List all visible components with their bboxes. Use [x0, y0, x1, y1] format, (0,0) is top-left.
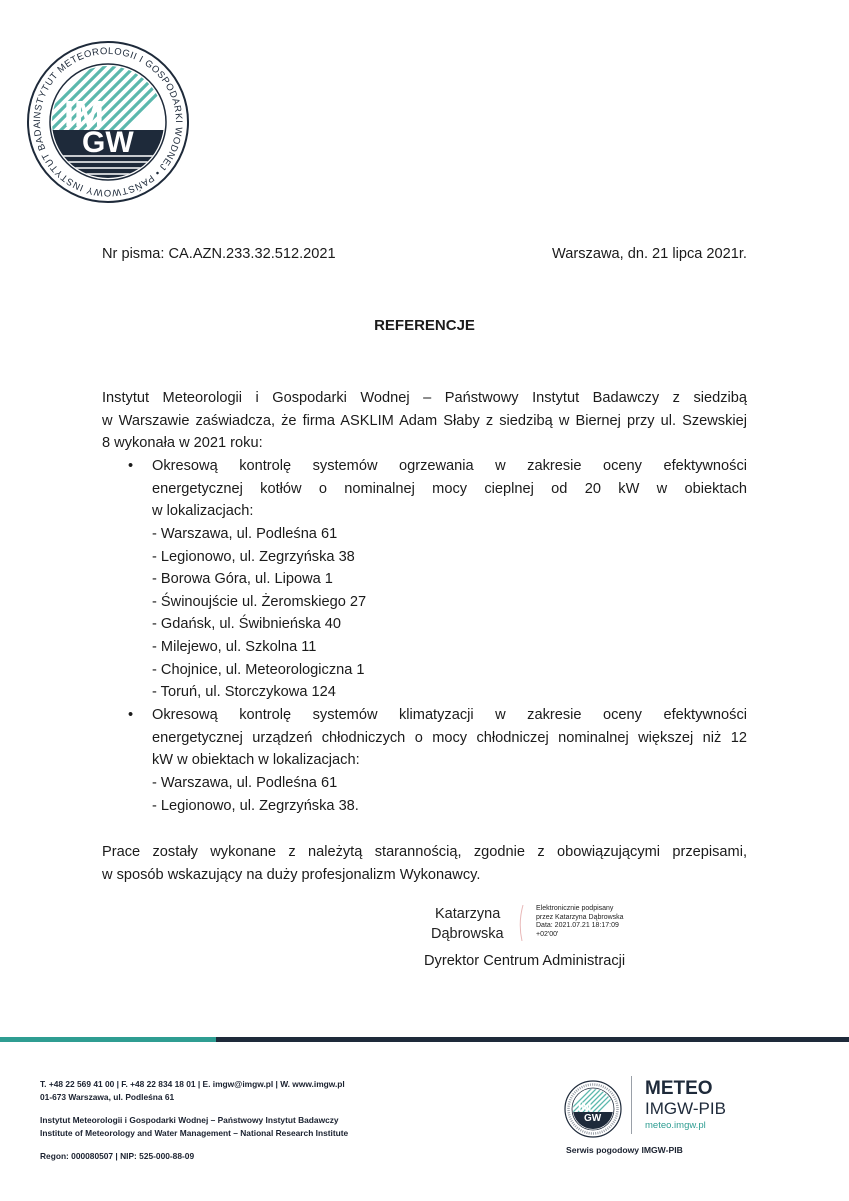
footer-address: 01-673 Warszawa, ul. Podleśna 61: [40, 1092, 175, 1102]
closing-paragraph: [102, 841, 747, 886]
logo-letters-top: IM: [64, 93, 104, 134]
signatory-role: Dyrektor Centrum Administracji: [424, 953, 626, 969]
location-item: - Toruń, ul. Storczykowa 124: [152, 684, 336, 700]
footer-divider-navy: [216, 1037, 849, 1042]
location-item: - Gdańsk, ul. Świbnieńska 40: [152, 616, 342, 632]
bullet-dot: •: [128, 458, 134, 474]
meteo-title: METEO: [645, 1078, 713, 1099]
signature-first-name: Katarzyna: [435, 906, 501, 922]
location-item: - Świnoujście ul. Żeromskiego 27: [152, 594, 367, 610]
location-item: - Legionowo, ul. Zegrzyńska 38: [152, 549, 355, 565]
svg-text:IM: IM: [578, 1100, 592, 1114]
place-date: Warszawa, dn. 21 lipca 2021r.: [552, 246, 747, 262]
svg-text:GW: GW: [584, 1113, 602, 1124]
meteo-caption: Serwis pogodowy IMGW-PIB: [566, 1145, 683, 1155]
meteo-logo-icon: [564, 1080, 622, 1138]
intro-line: 8 wykonała w 2021 roku:: [102, 435, 263, 452]
digital-signature-stamp: [536, 905, 624, 939]
stamp-line: Data: 2021.07.21 18:17:09: [536, 922, 619, 930]
bullet-line: Okresową kontrolę systemów ogrzewania w zakresie oceny efektywności: [152, 458, 747, 474]
signature-name: [431, 904, 504, 944]
closing-line: Prace zostały wykonane z należytą starannością, zgodnie z obowiązującymi przepisami,: [102, 844, 747, 860]
document-title: REFERENCJE: [374, 317, 475, 334]
footer-divider-teal: [0, 1037, 216, 1042]
bullet-line: kW w obiektach w lokalizacjach:: [152, 752, 360, 768]
intro-line: Instytut Meteorologii i Gospodarki Wodnej – Państwowy Instytut Badawczy z siedzibą: [102, 390, 747, 406]
intro-paragraph: [102, 387, 747, 455]
bullet-line: energetycznej kotłów o nominalnej mocy cieplnej od 20 kW w obiektach: [152, 481, 747, 497]
bullet-line: Okresową kontrolę systemów klimatyzacji w zakresie oceny efektywności: [152, 707, 747, 723]
footer-registry: Regon: 000080507 | NIP: 525-000-88-09: [40, 1151, 195, 1161]
meteo-subtitle: IMGW-PIB: [645, 1099, 726, 1118]
signature-last-name: Dąbrowska: [431, 926, 504, 942]
location-item: - Warszawa, ul. Podleśna 61: [152, 526, 338, 542]
location-item: - Borowa Góra, ul. Lipowa 1: [152, 571, 333, 587]
location-item: - Chojnice, ul. Meteorologiczna 1: [152, 662, 365, 678]
bullet-line: w lokalizacjach:: [152, 503, 254, 519]
intro-line: w Warszawie zaświadcza, że firma ASKLIM Adam Słaby z siedzibą w Biernej przy ul. Szewskiej: [102, 412, 747, 429]
bullet-dot: •: [128, 707, 134, 723]
logo-letters-bottom: GW: [82, 126, 134, 159]
location-item: - Legionowo, ul. Zegrzyńska 38.: [152, 798, 359, 814]
signature-mark: [517, 905, 525, 941]
bullet-line: energetycznej urządzeń chłodniczych o mocy chłodniczej nominalnej większej niż 12: [152, 730, 747, 746]
footer-name-en: Institute of Meteorology and Water Management – National Research Institute: [40, 1128, 349, 1138]
stamp-line: przez Katarzyna Dąbrowska: [536, 913, 624, 921]
location-item: - Warszawa, ul. Podleśna 61: [152, 775, 338, 791]
footer-contact: T. +48 22 569 41 00 | F. +48 22 834 18 01 | E. imgw@imgw.pl | W. www.imgw.pl: [40, 1079, 345, 1089]
footer-logo-separator: [631, 1076, 632, 1134]
footer-name-pl: Instytut Meteorologii i Gospodarki Wodnej – Państwowy Instytut Badawczy: [40, 1115, 339, 1125]
reference-number: Nr pisma: CA.AZN.233.32.512.2021: [102, 246, 336, 262]
meteo-url: meteo.imgw.pl: [645, 1120, 706, 1131]
logo-ring-text: INSTYTUT METEOROLOGII I GOSPODARKI WODNEJ • PAŃSTWOWY INSTYTUT BADA: [31, 45, 185, 199]
closing-line: w sposób wskazujący na duży profesjonalizm Wykonawcy.: [102, 866, 481, 883]
stamp-line: +02'00': [536, 930, 559, 938]
location-item: - Milejewo, ul. Szkolna 11: [152, 639, 317, 655]
imgw-logo: [26, 40, 190, 204]
stamp-line: Elektronicznie podpisany: [536, 905, 614, 912]
